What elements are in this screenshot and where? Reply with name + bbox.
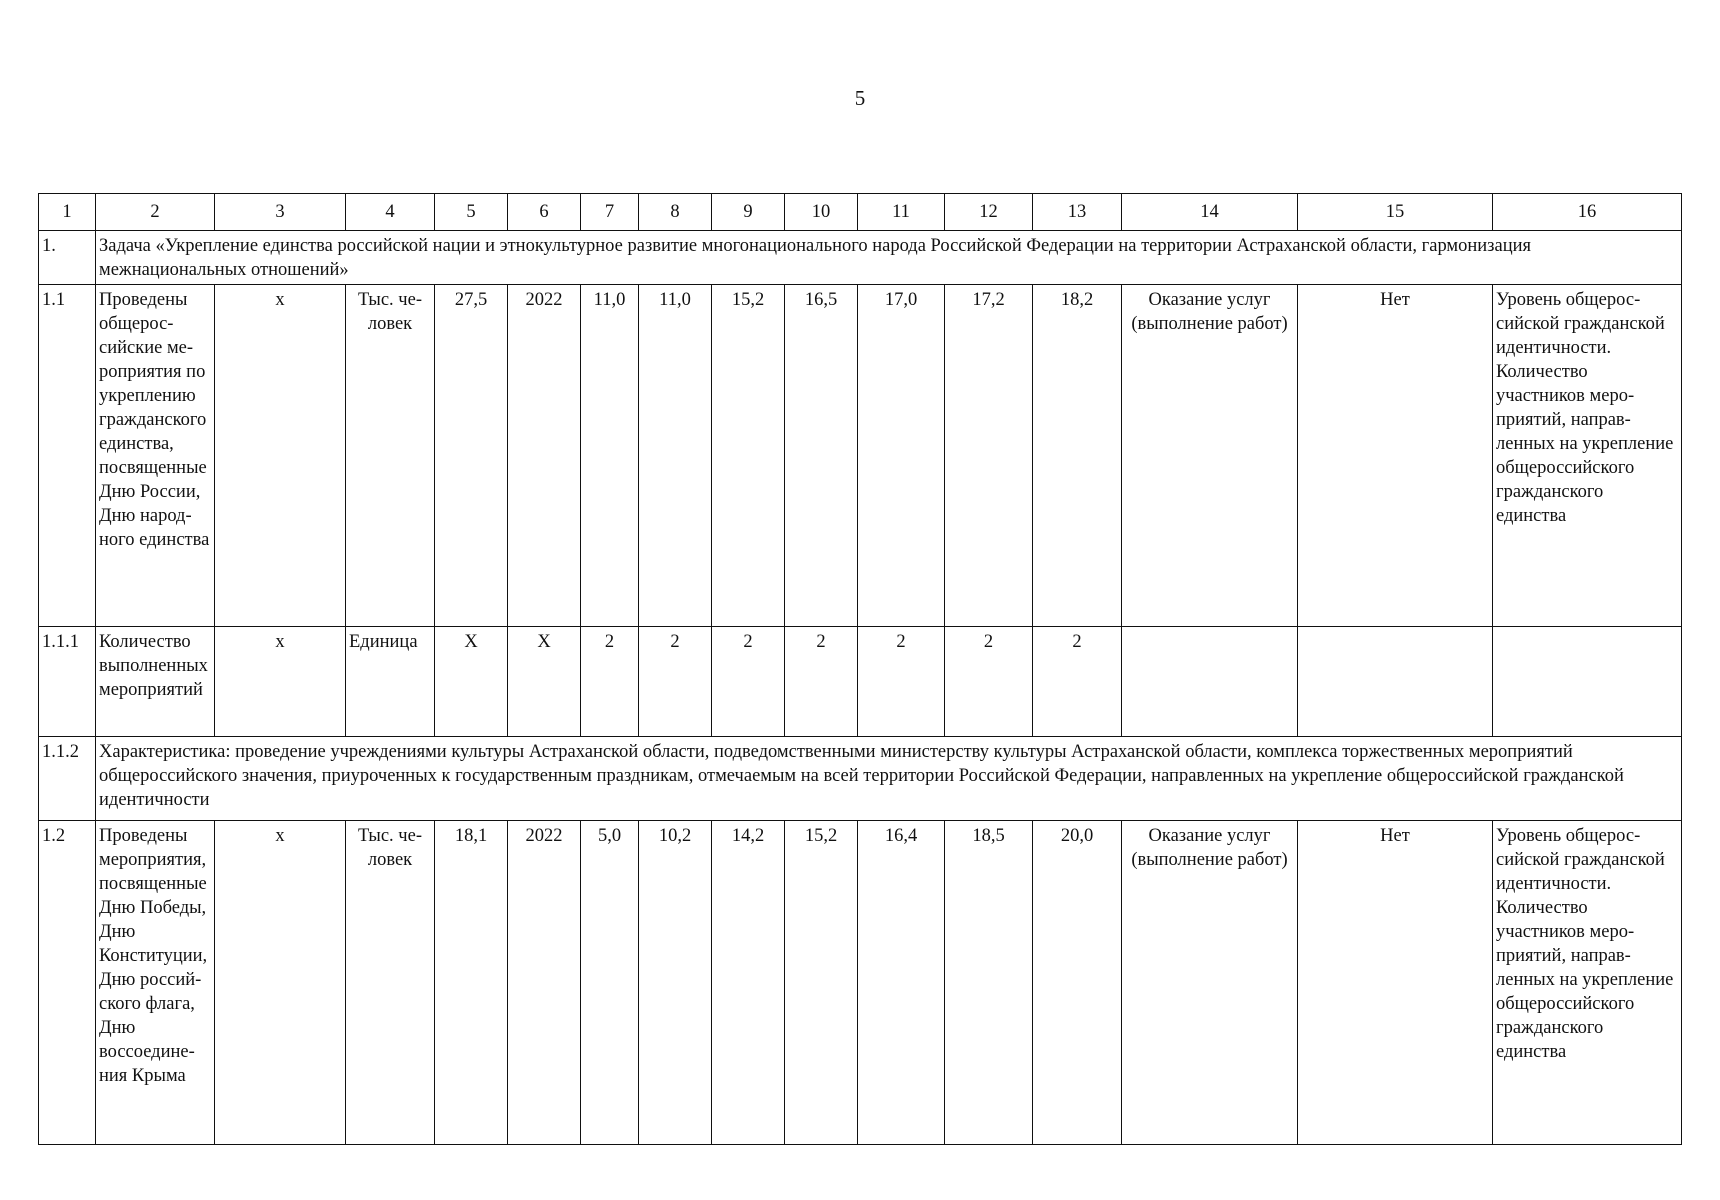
cell-c7: 11,0 xyxy=(581,285,639,627)
cell-c13: 2 xyxy=(1033,627,1122,737)
page-number: 5 xyxy=(854,86,866,110)
characteristic-text: Характеристика: проведение учреждениями культуры Астраханской области, подведомственными министерству культуры Астраханской области, комплекса торжественных мероприятий общероссийского значения, приуроченных к государственным праздникам, отмечаемым на всей территории Российской Федерации, направленных на укрепление общероссийской гражданской идентичности xyxy=(96,737,1682,821)
task-row xyxy=(39,231,1682,285)
cell-c11: 16,4 xyxy=(858,821,945,1145)
indicator-name: Проведены общероссийские мероприятия по укреплению гражданского единства, посвященные Дню России, Дню народного единства xyxy=(96,285,215,627)
characteristic-row xyxy=(39,737,1682,821)
row-number: 1.1.2 xyxy=(39,737,96,821)
cell-c6: 2022 xyxy=(508,821,581,1145)
cell-c13: 20,0 xyxy=(1033,821,1122,1145)
cell-c8: 2 xyxy=(639,627,712,737)
unit-cell: Тыс. человек xyxy=(346,285,435,627)
cell-c3: х xyxy=(215,627,346,737)
row-number: 1.1.1 xyxy=(39,627,96,737)
table-row xyxy=(39,627,1682,737)
col-header-6: 6 xyxy=(508,194,581,231)
col-header-15: 15 xyxy=(1298,194,1493,231)
table-row xyxy=(39,821,1682,1145)
column-number-row xyxy=(39,194,1682,231)
cell-c6: Х xyxy=(508,627,581,737)
task-number: 1. xyxy=(39,231,96,285)
unit-cell: Тыс. человек xyxy=(346,821,435,1145)
cell-c15 xyxy=(1298,627,1493,737)
cell-c16: Уровень общероссийской гражданской идентичности. Количество участников мероприятий, направленных на укрепление общероссийского гражданского единства xyxy=(1493,821,1682,1145)
row-number: 1.2 xyxy=(39,821,96,1145)
cell-c9: 14,2 xyxy=(712,821,785,1145)
cell-c10: 2 xyxy=(785,627,858,737)
cell-c6: 2022 xyxy=(508,285,581,627)
indicator-name: Количество выполненных мероприятий xyxy=(96,627,215,737)
cell-c11: 2 xyxy=(858,627,945,737)
col-header-9: 9 xyxy=(712,194,785,231)
col-header-1: 1 xyxy=(39,194,96,231)
col-header-5: 5 xyxy=(435,194,508,231)
col-header-3: 3 xyxy=(215,194,346,231)
indicators-table xyxy=(38,193,1682,1145)
cell-c13: 18,2 xyxy=(1033,285,1122,627)
cell-c12: 18,5 xyxy=(945,821,1033,1145)
cell-c10: 15,2 xyxy=(785,821,858,1145)
cell-c14: Оказание услуг (выполнение работ) xyxy=(1122,285,1298,627)
cell-c10: 16,5 xyxy=(785,285,858,627)
cell-c9: 15,2 xyxy=(712,285,785,627)
cell-c16 xyxy=(1493,627,1682,737)
cell-c14 xyxy=(1122,627,1298,737)
cell-c11: 17,0 xyxy=(858,285,945,627)
cell-c8: 10,2 xyxy=(639,821,712,1145)
cell-c16: Уровень общероссийской гражданской идентичности. Количество участников мероприятий, направленных на укрепление общероссийского гражданского единства xyxy=(1493,285,1682,627)
cell-c15: Нет xyxy=(1298,821,1493,1145)
indicator-name: Проведены мероприятия, посвященные Дню Победы, Дню Конституции, Дню российского флага, Дню воссоединения Крыма xyxy=(96,821,215,1145)
task-text: Задача «Укрепление единства российской нации и этнокультурное развитие многонационального народа Российской Федерации на территории Астраханской области, гармонизация межнациональных отношений» xyxy=(96,231,1682,285)
table-row xyxy=(39,285,1682,627)
col-header-8: 8 xyxy=(639,194,712,231)
cell-c12: 2 xyxy=(945,627,1033,737)
unit-cell: Единица xyxy=(346,627,435,737)
cell-c5: 18,1 xyxy=(435,821,508,1145)
cell-c15: Нет xyxy=(1298,285,1493,627)
cell-c9: 2 xyxy=(712,627,785,737)
cell-c5: 27,5 xyxy=(435,285,508,627)
cell-c3: х xyxy=(215,821,346,1145)
cell-c7: 2 xyxy=(581,627,639,737)
cell-c7: 5,0 xyxy=(581,821,639,1145)
col-header-14: 14 xyxy=(1122,194,1298,231)
col-header-12: 12 xyxy=(945,194,1033,231)
col-header-10: 10 xyxy=(785,194,858,231)
col-header-11: 11 xyxy=(858,194,945,231)
col-header-16: 16 xyxy=(1493,194,1682,231)
col-header-7: 7 xyxy=(581,194,639,231)
row-number: 1.1 xyxy=(39,285,96,627)
cell-c12: 17,2 xyxy=(945,285,1033,627)
col-header-4: 4 xyxy=(346,194,435,231)
cell-c8: 11,0 xyxy=(639,285,712,627)
cell-c14: Оказание услуг (выполнение работ) xyxy=(1122,821,1298,1145)
cell-c5: Х xyxy=(435,627,508,737)
col-header-2: 2 xyxy=(96,194,215,231)
cell-c3: х xyxy=(215,285,346,627)
col-header-13: 13 xyxy=(1033,194,1122,231)
